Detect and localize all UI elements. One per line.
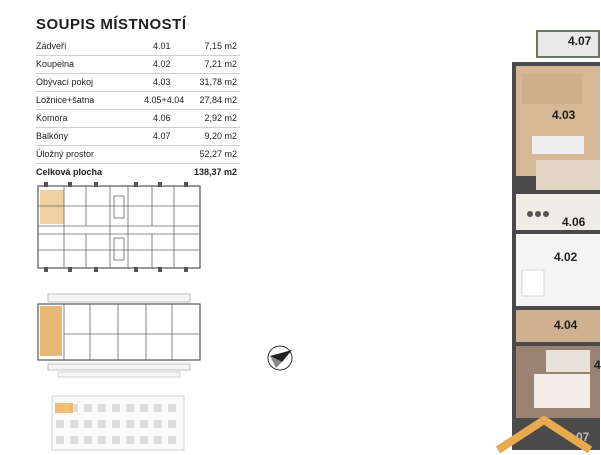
highlighted-unit [55, 403, 73, 413]
room-number: 4.07 [153, 131, 171, 141]
room-row [36, 74, 240, 92]
total-row [36, 164, 240, 181]
key-plan-floor [38, 182, 200, 272]
total-label: Celková plocha [36, 167, 103, 177]
room-label-4-04: 4.04 [554, 318, 578, 332]
room-label-4-07: 4.07 [568, 34, 592, 48]
room-row [36, 92, 240, 110]
highlighted-storage [40, 306, 62, 356]
room-name: Zádveří [36, 41, 67, 51]
room-number: 4.05+4.04 [144, 95, 185, 105]
room-label-4-05: 4 [594, 358, 601, 372]
room-area: 52,27 m2 [199, 149, 237, 159]
building-elevation [52, 390, 184, 450]
room-area: 31,78 m2 [199, 77, 237, 87]
room-row [36, 56, 240, 74]
room-label-4-02: 4.02 [554, 250, 578, 264]
page-title: SOUPIS MÍSTNOSTÍ [36, 16, 187, 33]
room-area: 9,20 m2 [204, 131, 237, 141]
room-row [36, 146, 240, 164]
room-area: 7,15 m2 [204, 41, 237, 51]
room-name: Komora [36, 113, 68, 123]
room-number: 4.03 [153, 77, 171, 87]
room-area: 2,92 m2 [204, 113, 237, 123]
room-number: 4.01 [153, 41, 171, 51]
compass-icon [266, 344, 294, 372]
room-label-4-06: 4.06 [562, 215, 586, 229]
room-name: Obývací pokoj [36, 77, 94, 87]
total-area: 138,37 m2 [193, 167, 237, 177]
floor-plan [512, 30, 600, 450]
room-name: Koupelna [36, 59, 75, 69]
floor-plan-drawing [512, 30, 600, 450]
highlighted-apartment [40, 190, 64, 224]
room-row [36, 128, 240, 146]
room-label-4-07-balcony: 4.07 [566, 430, 590, 444]
room-area: 27,84 m2 [199, 95, 237, 105]
room-area: 7,21 m2 [204, 59, 237, 69]
room-row [36, 38, 240, 56]
room-name: Balkóny [36, 131, 69, 141]
key-plan-attic [38, 292, 200, 380]
room-number: 4.02 [153, 59, 171, 69]
room-name: Úložný prostor [36, 149, 95, 159]
brand-logo-icon [498, 412, 600, 450]
room-list [36, 38, 240, 181]
room-number: 4.06 [153, 113, 171, 123]
room-label-4-03: 4.03 [552, 108, 576, 122]
room-name: Ložnice+šatna [36, 95, 95, 105]
room-row [36, 110, 240, 128]
